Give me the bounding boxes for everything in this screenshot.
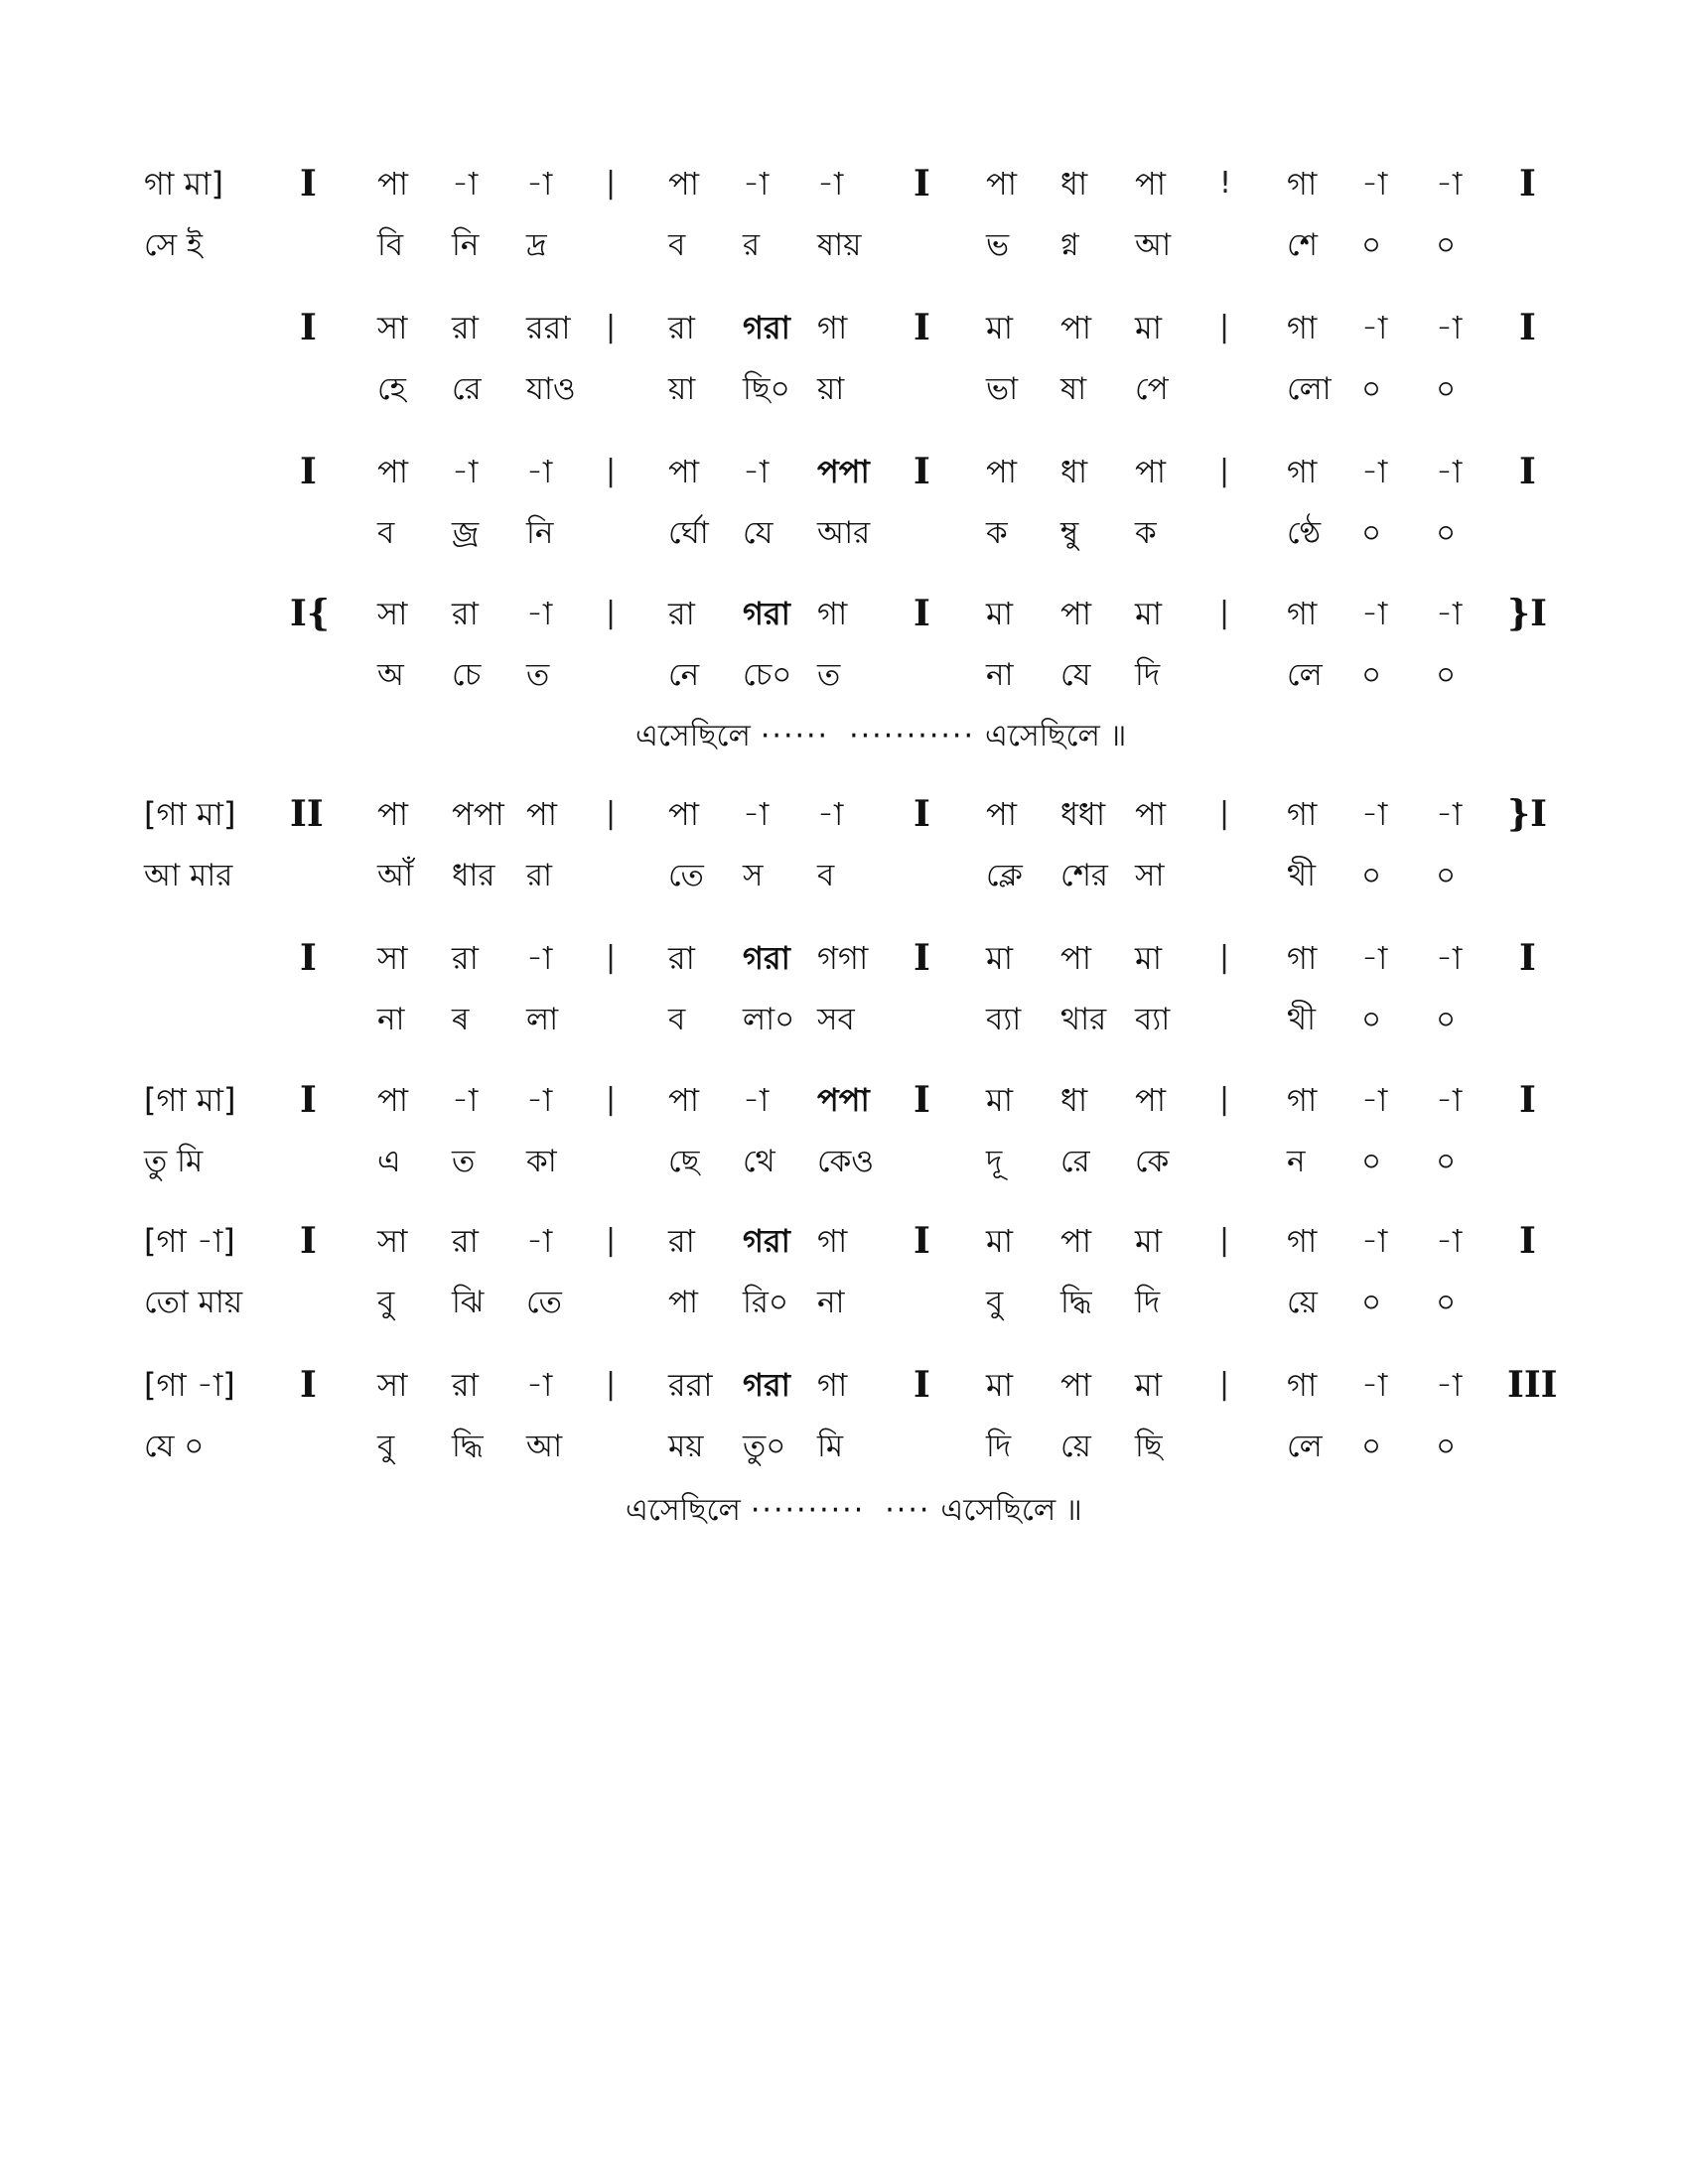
refrain-start: এসেছিলে (626, 1493, 741, 1528)
lyric-syllable: ০ (1361, 858, 1382, 893)
swara-note: রা (452, 309, 479, 346)
lyric-syllable: লে (1287, 657, 1323, 693)
swara-note: -া (452, 453, 479, 490)
bar-line: I (300, 1364, 317, 1406)
lyric-syllable: বু (377, 1429, 395, 1464)
bar-line: I (300, 937, 317, 979)
lyric-syllable: র (743, 227, 761, 263)
bar-line: I{ (290, 593, 330, 634)
lyric-syllable: রি০ (743, 1285, 789, 1320)
lyric-syllable: ০ (1436, 227, 1457, 263)
refrain-end: এসেছিলে ॥ (985, 719, 1127, 753)
lyric-syllable: ব (668, 1002, 686, 1037)
bar-line: I (914, 937, 930, 979)
lyric-syllable: রে (452, 371, 482, 407)
lyric-syllable: ছে (668, 1144, 700, 1179)
swara-note: -া (526, 1366, 553, 1404)
lyric-syllable: চে (452, 657, 482, 693)
lyric-syllable: গ্ন (1060, 227, 1079, 263)
swara-note: গা (817, 1366, 848, 1404)
lyric-syllable: ০ (1361, 371, 1382, 407)
lyric-syllable: ০ (1436, 1144, 1457, 1179)
lyric-syllable: ০ (1436, 657, 1457, 693)
lyric-syllable: ধার (452, 858, 495, 893)
swara-note: -া (1361, 595, 1388, 632)
swara-note: সা (377, 595, 408, 632)
bar-line: I (914, 593, 930, 634)
lyric-syllable: আঁ (377, 858, 414, 893)
lyric-syllable: ত (817, 657, 841, 693)
bar-line: I (914, 1220, 930, 1262)
bar-line: I (1519, 307, 1536, 348)
lyric-syllable: শের (1060, 858, 1108, 893)
swara-note: রা (668, 939, 695, 977)
bar-line: | (606, 940, 617, 975)
lyric-syllable: ত (526, 657, 550, 693)
lyric-syllable: নি (452, 227, 480, 263)
lyric-syllable: ০ (1436, 858, 1457, 893)
swara-note: -া (1436, 1222, 1463, 1260)
lyric-syllable: ক (1135, 515, 1157, 551)
notation-system (0, 308, 1688, 447)
swara-note: পা (1060, 309, 1092, 346)
bar-line: | (1219, 1367, 1230, 1402)
lyric-syllable: ০ (1361, 515, 1382, 551)
swara-note: -া (526, 939, 553, 977)
lyric-syllable: য়ে (1287, 1285, 1318, 1320)
lyric-syllable: ষায় (817, 227, 862, 263)
bar-line: I (1519, 1220, 1536, 1262)
lyric-syllable: তে (668, 858, 704, 893)
lyric-syllable: হে (377, 371, 406, 407)
swara-note: গা (817, 595, 848, 632)
swara-note: -া (452, 165, 479, 203)
lyric-syllable: ক (986, 515, 1008, 551)
lyric-syllable: বু (986, 1285, 1004, 1320)
lyric-syllable: না (817, 1285, 845, 1320)
lyric-syllable: এ (377, 1144, 401, 1179)
swara-note: রা (452, 1222, 479, 1260)
swara-note: -া (1361, 1081, 1388, 1119)
bar-line: I (914, 1364, 930, 1406)
notation-system (0, 794, 1688, 933)
refrain-dots-left: ·········· (750, 1493, 866, 1528)
refrain-line (635, 717, 1126, 756)
lyric-syllable: ৰ (452, 1002, 470, 1037)
swara-note: পা (377, 1081, 409, 1119)
bar-line: }I (1507, 793, 1547, 835)
lyric-syllable: মি (817, 1429, 844, 1464)
swara-note: পা (668, 165, 700, 203)
lyric-syllable: যাও (526, 371, 576, 407)
line-label: [গা মা] (144, 1081, 236, 1119)
swara-note: রা (452, 595, 479, 632)
bar-line: I (1519, 1079, 1536, 1121)
swara-note: মা (1135, 1366, 1163, 1404)
lyric-syllable: দ্ধি (452, 1429, 484, 1464)
swara-note: গগা (817, 939, 869, 977)
swara-note: পা (1135, 795, 1167, 833)
line-label: [গা -া] (144, 1366, 235, 1404)
swara-note: পপা (817, 453, 870, 490)
swara-note: -া (526, 1222, 553, 1260)
swara-note: পা (377, 165, 409, 203)
lyric-syllable: লো (1287, 371, 1332, 407)
bar-line: | (606, 1223, 617, 1258)
bar-line: | (606, 1367, 617, 1402)
bar-line: I (300, 1220, 317, 1262)
swara-note: মা (986, 309, 1014, 346)
lyric-syllable: ছি (1135, 1429, 1163, 1464)
swara-note: -া (817, 165, 844, 203)
lyric-syllable: ০ (1361, 227, 1382, 263)
lyric-syllable: থার (1060, 1002, 1107, 1037)
lyric-syllable: দ্ধি (1060, 1285, 1092, 1320)
swara-note: গা (1287, 1222, 1318, 1260)
refrain-end: এসেছিলে ॥ (940, 1493, 1082, 1528)
swara-note: পা (377, 795, 409, 833)
refrain-dots-left: ······ (760, 719, 830, 753)
lyric-syllable: পে (1135, 371, 1169, 407)
lyric-syllable: আ (526, 1429, 563, 1464)
swara-note: গা (1287, 453, 1318, 490)
swara-note: -া (743, 795, 770, 833)
bar-line: | (1219, 454, 1230, 488)
swara-note: ধা (1060, 453, 1088, 490)
lyric-syllable: ০ (1361, 657, 1382, 693)
lyric-syllable: কা (526, 1144, 557, 1179)
swara-note: -া (1436, 939, 1463, 977)
lyric-syllable: ব্যা (1135, 1002, 1171, 1037)
swara-note: -া (1361, 1222, 1388, 1260)
swara-note: -া (743, 453, 770, 490)
bar-line: | (606, 596, 617, 630)
bar-line: I (914, 1079, 930, 1121)
line-label: গা মা] (144, 165, 223, 203)
lyric-syllable: চে০ (743, 657, 792, 693)
swara-note: রা (668, 1222, 695, 1260)
swara-note: ধা (1060, 165, 1088, 203)
lyric-syllable: কেও (817, 1144, 875, 1179)
swara-note: পা (1060, 1366, 1092, 1404)
swara-note: সা (377, 309, 408, 346)
lyric-label: তু মি (144, 1144, 204, 1179)
bar-line: I (1519, 451, 1536, 492)
lyric-syllable: য়া (668, 371, 696, 407)
lyric-syllable: ব্যা (986, 1002, 1022, 1037)
swara-note: সা (377, 1366, 408, 1404)
swara-note: গা (1287, 309, 1318, 346)
swara-note: সা (377, 1222, 408, 1260)
lyric-syllable: থী (1287, 858, 1316, 893)
lyric-syllable: ০ (1361, 1002, 1382, 1037)
bar-line: | (606, 796, 617, 831)
notation-system (0, 1221, 1688, 1360)
swara-note: -া (1436, 1366, 1463, 1404)
lyric-syllable: দি (1135, 1285, 1161, 1320)
lyric-syllable: কে (1135, 1144, 1170, 1179)
swara-note: পপা (452, 795, 504, 833)
lyric-syllable: বু (377, 1285, 395, 1320)
swara-note: মা (986, 1366, 1014, 1404)
swara-note: পা (377, 453, 409, 490)
swara-note: -া (1436, 595, 1463, 632)
swara-note: গা (1287, 165, 1318, 203)
swara-note: রা (668, 595, 695, 632)
swara-note: গরা (743, 1366, 790, 1404)
bar-line: I (300, 163, 317, 205)
lyric-syllable: থী (1287, 1002, 1316, 1037)
swara-note: গা (817, 309, 848, 346)
lyric-syllable: ব (668, 227, 686, 263)
bar-line: ! (1219, 166, 1232, 201)
swara-note: মা (1135, 595, 1163, 632)
swara-note: রা (452, 1366, 479, 1404)
swara-note: ররা (526, 309, 571, 346)
swara-note: গা (1287, 1366, 1318, 1404)
lyric-label: তো মায় (144, 1285, 243, 1320)
swara-note: পা (668, 795, 700, 833)
notation-system (0, 1365, 1688, 1504)
lyric-syllable: য়ে (1060, 1429, 1091, 1464)
swara-note: -া (1361, 939, 1388, 977)
swara-note: পা (1060, 939, 1092, 977)
lyric-syllable: ০ (1436, 1285, 1457, 1320)
swara-note: গা (1287, 795, 1318, 833)
swara-note: -া (1361, 165, 1388, 203)
swara-note: গা (1287, 1081, 1318, 1119)
notation-system (0, 1080, 1688, 1219)
lyric-syllable: দি (986, 1429, 1012, 1464)
swara-note: -া (1436, 453, 1463, 490)
lyric-syllable: ব (817, 858, 835, 893)
bar-line: I (914, 793, 930, 835)
swara-note: ধধা (1060, 795, 1106, 833)
swara-note: -া (1361, 309, 1388, 346)
bar-line: | (606, 1082, 617, 1117)
notation-system (0, 164, 1688, 303)
lyric-syllable: যে (743, 515, 774, 551)
lyric-syllable: সা (1135, 858, 1165, 893)
lyric-syllable: নে (668, 657, 700, 693)
lyric-syllable: লা (526, 1002, 559, 1037)
lyric-syllable: অ (377, 657, 404, 693)
swara-note: মা (986, 1081, 1014, 1119)
swara-note: গরা (743, 939, 790, 977)
bar-line: I (1519, 163, 1536, 205)
bar-line: | (606, 454, 617, 488)
lyric-syllable: বি (377, 227, 404, 263)
lyric-syllable: লে (1287, 1429, 1323, 1464)
notation-system (0, 594, 1688, 733)
lyric-syllable: দি (1135, 657, 1161, 693)
lyric-syllable: শে (1287, 227, 1318, 263)
swara-note: মা (986, 595, 1014, 632)
lyric-label: সে ই (144, 227, 204, 263)
swara-note: -া (1436, 165, 1463, 203)
bar-line: I (300, 307, 317, 348)
lyric-syllable: ত (452, 1144, 476, 1179)
swara-note: গরা (743, 309, 790, 346)
swara-note: -া (1436, 309, 1463, 346)
swara-note: পা (526, 795, 558, 833)
lyric-syllable: থে (743, 1144, 775, 1179)
lyric-syllable: রা (526, 858, 553, 893)
line-label: [গা -া] (144, 1222, 235, 1260)
lyric-syllable: ছি০ (743, 371, 790, 407)
refrain-start: এসেছিলে (635, 719, 751, 753)
lyric-syllable: ময় (668, 1429, 704, 1464)
bar-line: | (1219, 1082, 1230, 1117)
swara-note: পা (1135, 165, 1167, 203)
lyric-syllable: ০ (1436, 1429, 1457, 1464)
lyric-syllable: ০ (1436, 1002, 1457, 1037)
swara-note: গা (817, 1222, 848, 1260)
bar-line: }I (1507, 593, 1547, 634)
bar-line: I (300, 1079, 317, 1121)
lyric-syllable: ণ্ঠে (1287, 515, 1322, 551)
bar-line: | (606, 310, 617, 344)
lyric-label: আ মার (144, 858, 233, 893)
lyric-syllable: ০ (1436, 515, 1457, 551)
lyric-syllable: না (377, 1002, 405, 1037)
lyric-syllable: জ্র (452, 515, 480, 551)
bar-line: I (1519, 937, 1536, 979)
bar-line: | (1219, 1223, 1230, 1258)
lyric-syllable: না (986, 657, 1014, 693)
swara-note: পা (1060, 1222, 1092, 1260)
refrain-line (626, 1491, 1082, 1531)
swara-note: পা (986, 795, 1018, 833)
bar-line: | (1219, 596, 1230, 630)
bar-line: I (300, 451, 317, 492)
lyric-syllable: নি (526, 515, 554, 551)
swara-note: রা (452, 939, 479, 977)
lyric-syllable: ম্বু (1060, 515, 1079, 551)
bar-line: | (1219, 796, 1230, 831)
swara-note: -া (743, 1081, 770, 1119)
swara-note: পপা (817, 1081, 870, 1119)
swara-note: মা (1135, 1222, 1163, 1260)
swara-note: ধা (1060, 1081, 1088, 1119)
lyric-syllable: ০ (1436, 371, 1457, 407)
swara-note: পা (1135, 1081, 1167, 1119)
lyric-syllable: ০ (1361, 1285, 1382, 1320)
swara-note: -া (1436, 795, 1463, 833)
bar-line: III (1507, 1364, 1558, 1406)
lyric-syllable: তু০ (743, 1429, 786, 1464)
lyric-syllable: ঝি (452, 1285, 485, 1320)
swara-note: পা (1135, 453, 1167, 490)
refrain-dots-right: ··········· (849, 719, 975, 753)
refrain-dots-right: ···· (885, 1493, 931, 1528)
bar-line: | (1219, 940, 1230, 975)
lyric-syllable: আ (1135, 227, 1172, 263)
lyric-syllable: আর (817, 515, 871, 551)
swara-note: গা (1287, 595, 1318, 632)
lyric-syllable: ভ (986, 227, 1010, 263)
lyric-syllable: লা০ (743, 1002, 795, 1037)
swara-note: সা (377, 939, 408, 977)
lyric-syllable: ক্লে (986, 858, 1023, 893)
swara-note: -া (743, 165, 770, 203)
swara-note: মা (986, 1222, 1014, 1260)
swara-note: পা (668, 1081, 700, 1119)
swara-note: মা (986, 939, 1014, 977)
bar-line: I (914, 163, 930, 205)
swara-note: গা (1287, 939, 1318, 977)
swara-note: ররা (668, 1366, 713, 1404)
bar-line: | (1219, 310, 1230, 344)
swara-note: পা (986, 453, 1018, 490)
swara-note: -া (1361, 795, 1388, 833)
swara-note: মা (1135, 939, 1163, 977)
bar-line: II (290, 793, 324, 835)
swara-note: -া (526, 1081, 553, 1119)
swara-note: -া (526, 453, 553, 490)
lyric-syllable: ০ (1361, 1144, 1382, 1179)
swara-note: -া (526, 595, 553, 632)
lyric-syllable: পা (668, 1285, 699, 1320)
lyric-label: যে ০ (144, 1429, 205, 1464)
lyric-syllable: দ্র (526, 227, 547, 263)
notation-system (0, 452, 1688, 591)
lyric-syllable: রে (1060, 1144, 1090, 1179)
lyric-syllable: ভা (986, 371, 1019, 407)
swara-note: গরা (743, 1222, 790, 1260)
swara-note: রা (668, 309, 695, 346)
lyric-syllable: র্ঘো (668, 515, 709, 551)
lyric-syllable: সব (817, 1002, 855, 1037)
bar-line: | (606, 166, 617, 201)
swara-note: মা (1135, 309, 1163, 346)
lyric-syllable: ০ (1361, 1429, 1382, 1464)
lyric-syllable: ন (1287, 1144, 1306, 1179)
swara-note: -া (1361, 453, 1388, 490)
bar-line: I (914, 307, 930, 348)
line-label: [গা মা] (144, 795, 236, 833)
swara-note: গরা (743, 595, 790, 632)
lyric-syllable: ষা (1060, 371, 1087, 407)
lyric-syllable: ব (377, 515, 395, 551)
notation-system (0, 938, 1688, 1077)
swara-note: -া (452, 1081, 479, 1119)
lyric-syllable: স (743, 858, 764, 893)
swara-note: -া (1361, 1366, 1388, 1404)
lyric-syllable: যে (1060, 657, 1091, 693)
lyric-syllable: তে (526, 1285, 562, 1320)
swara-note: -া (526, 165, 553, 203)
swara-note: পা (668, 453, 700, 490)
lyric-syllable: য়া (817, 371, 845, 407)
lyric-syllable: দূ (986, 1144, 1003, 1179)
swara-note: পা (1060, 595, 1092, 632)
swara-note: -া (817, 795, 844, 833)
swara-note: -া (1436, 1081, 1463, 1119)
swara-note: পা (986, 165, 1018, 203)
bar-line: I (914, 451, 930, 492)
